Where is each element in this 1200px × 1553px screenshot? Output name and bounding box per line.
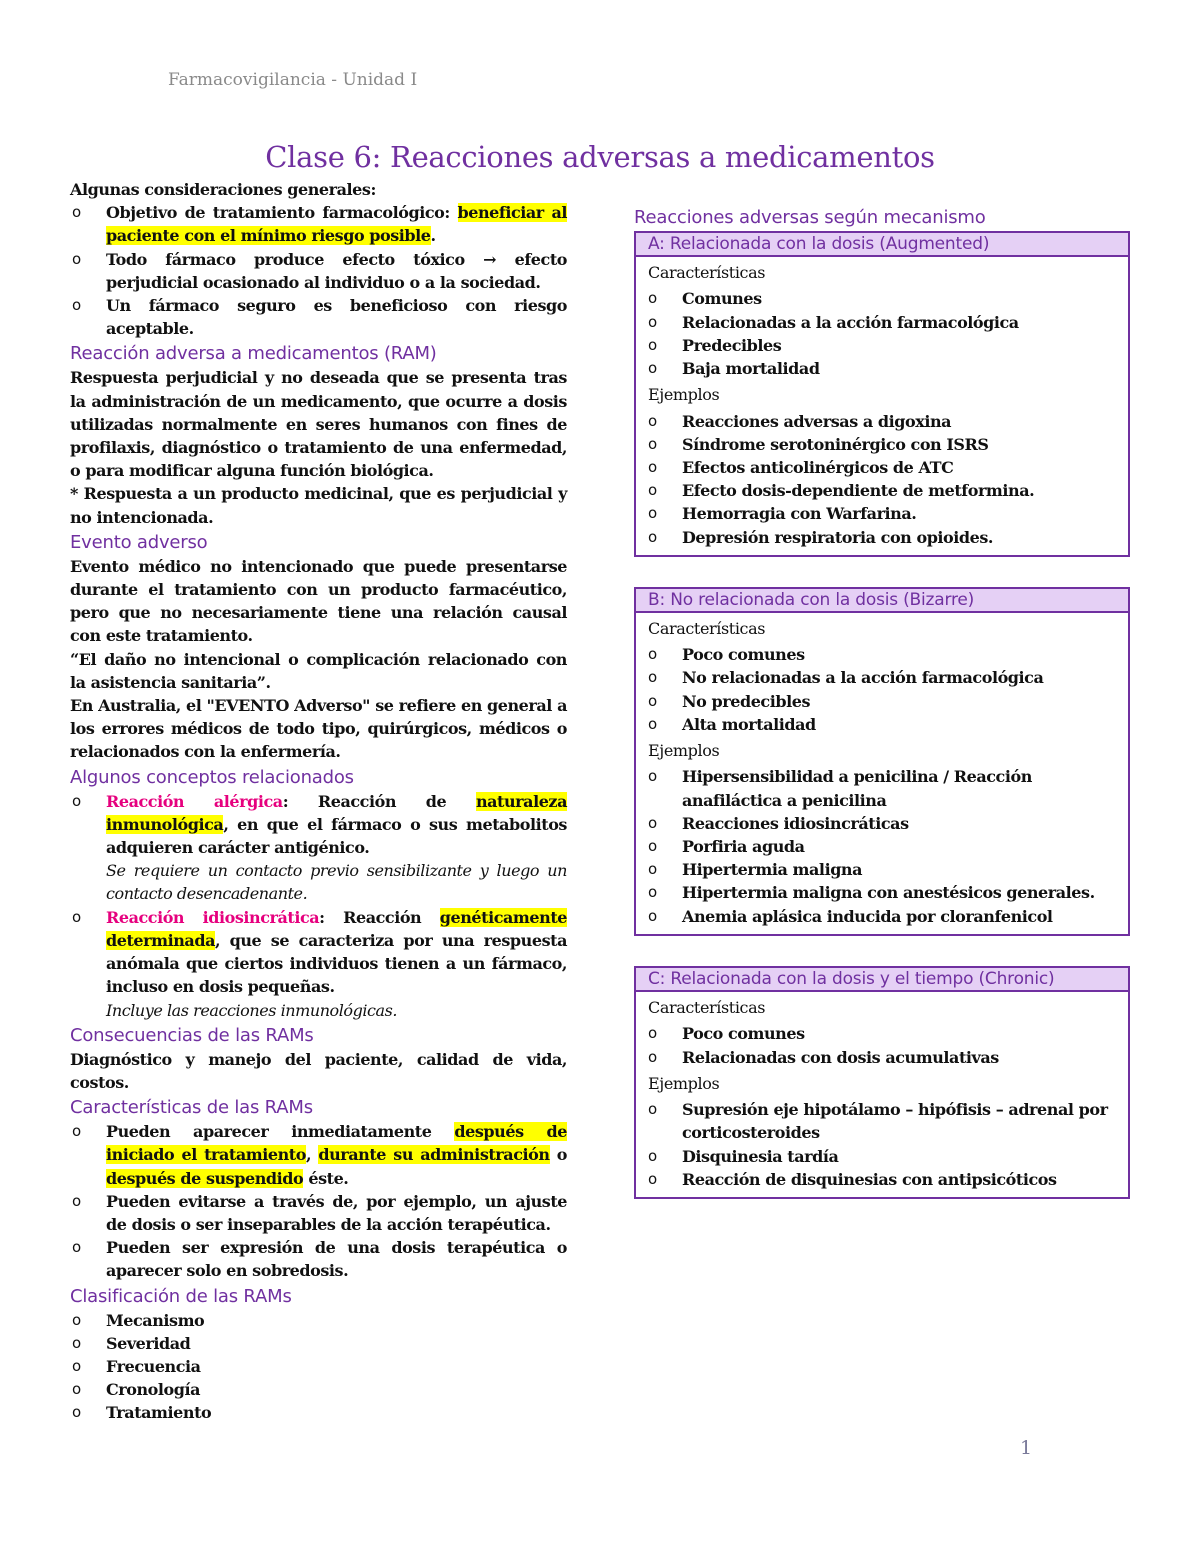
- box-title: C: Relacionada con la dosis y el tiempo (Chronic): [636, 968, 1128, 992]
- bullet-icon: o: [648, 906, 657, 925]
- bullet-icon: o: [648, 691, 657, 710]
- list-item: o Tratamiento: [70, 1401, 567, 1424]
- bullet-icon: o: [72, 1238, 81, 1257]
- alergica-note: Se requiere un contacto previo sensibilizante y luego un contacto desencadenante.: [106, 861, 567, 904]
- bullet-icon: o: [648, 312, 657, 331]
- list-item: o Anemia aplásica inducida por cloranfenicol: [648, 905, 1118, 928]
- list-item: o Cronología: [70, 1378, 567, 1401]
- list-item: o Supresión eje hipotálamo – hipófisis – adrenal por corticosteroides: [648, 1100, 1108, 1143]
- bullet-icon: o: [648, 813, 657, 832]
- bullet-icon: o: [648, 481, 657, 500]
- bullet-icon: o: [648, 411, 657, 430]
- box-list: [648, 287, 1118, 380]
- list-item: o Poco comunes: [648, 643, 1118, 666]
- idiosincratica-note: Incluye las reacciones inmunológicas.: [106, 1000, 398, 1020]
- caracteristicas-heading: Características de las RAMs: [70, 1097, 313, 1119]
- evento-definition: Evento médico no intencionado que puede presentarse durante el tratamiento con un producto farmacéutico, pero que no necesariamente tiene una relación causal con este tratamiento.: [70, 556, 567, 646]
- bullet-icon: o: [72, 1380, 81, 1399]
- bullet-icon: o: [648, 1146, 657, 1165]
- box-subheading: Ejemplos: [648, 385, 720, 405]
- bullet-icon: o: [648, 837, 657, 856]
- consecuencias-heading: Consecuencias de las RAMs: [70, 1024, 314, 1046]
- box-title: B: No relacionada con la dosis (Bizarre): [636, 589, 1128, 613]
- box-subheading: Características: [648, 997, 766, 1017]
- term-idiosincratica: Reacción idiosincrática: [106, 907, 320, 927]
- bullet-icon: o: [72, 249, 81, 268]
- list-item: o No predecibles: [648, 690, 1118, 713]
- bullet-icon: o: [72, 791, 81, 810]
- evento-australia: En Australia, el "EVENTO Adverso" se refiere en general a los errores médicos de todo tipo, quirúrgicos, médicos o relacionados con la enfermería.: [70, 696, 567, 762]
- box-subheading: Características: [648, 263, 766, 282]
- mechanism-box-c: [634, 966, 1130, 1199]
- box-list: [648, 410, 1118, 549]
- list-item: o Hipersensibilidad a penicilina / Reacción anafiláctica a penicilina: [648, 767, 1032, 810]
- list-item: o Reacciones adversas a digoxina: [648, 410, 1118, 433]
- ram-note: * Respuesta a un producto medicinal, que es perjudicial y no intencionada.: [70, 484, 567, 527]
- list-item: o Hipertermia maligna con anestésicos generales.: [648, 881, 1118, 904]
- box-list: [648, 1022, 1118, 1068]
- list-item: o Objetivo de tratamiento farmacológico: beneficiar al paciente con el mínimo riesgo posible.: [72, 203, 567, 246]
- list-item: o Efecto dosis-dependiente de metformina.: [648, 479, 1118, 502]
- general-list: [70, 201, 567, 340]
- bullet-icon: o: [648, 434, 657, 453]
- list-item: o Reacción de disquinesias con antipsicóticos: [648, 1168, 1118, 1191]
- page-title: Clase 6: Reacciones adversas a medicamentos: [265, 140, 935, 174]
- term-alergica: Reacción alérgica: [106, 791, 283, 811]
- bullet-icon: o: [72, 907, 81, 926]
- bullet-icon: o: [648, 1024, 657, 1043]
- bullet-icon: o: [72, 203, 81, 222]
- bullet-icon: o: [648, 883, 657, 902]
- bullet-icon: o: [648, 504, 657, 523]
- bullet-icon: o: [72, 1310, 81, 1329]
- conceptos-list: [70, 790, 567, 1022]
- bullet-icon: o: [648, 527, 657, 546]
- bullet-icon: o: [648, 714, 657, 733]
- list-item: o Predecibles: [648, 334, 1118, 357]
- list-item: o Frecuencia: [70, 1355, 567, 1378]
- bullet-icon: o: [72, 1122, 81, 1141]
- list-item: o Un fármaco seguro es beneficioso con riesgo aceptable.: [72, 296, 567, 339]
- bullet-icon: o: [648, 1047, 657, 1066]
- list-item: o Poco comunes: [648, 1022, 1118, 1045]
- running-header: Farmacovigilancia - Unidad I: [168, 70, 418, 90]
- list-item: o Reacciones idiosincráticas: [648, 812, 1118, 835]
- bullet-icon: o: [648, 1169, 657, 1188]
- bullet-icon: o: [72, 1403, 81, 1422]
- list-item: o Alta mortalidad: [648, 713, 1118, 736]
- box-list: [648, 765, 1118, 927]
- evento-quote: “El daño no intencional o complicación relacionado con la asistencia sanitaria”.: [70, 649, 567, 692]
- clasificacion-list: [70, 1309, 567, 1425]
- list-item: o Porfiria aguda: [648, 835, 1118, 858]
- list-item: o Severidad: [70, 1332, 567, 1355]
- list-item: o Pueden aparecer inmediatamente después de iniciado el tratamiento, durante su administración o después de suspendido éste.: [72, 1122, 568, 1188]
- box-list: [648, 643, 1118, 736]
- list-item: o Depresión respiratoria con opioides.: [648, 526, 1118, 549]
- box-list: [648, 1098, 1118, 1191]
- list-item: o Síndrome serotoninérgico con ISRS: [648, 433, 1118, 456]
- bullet-icon: o: [72, 1191, 81, 1210]
- page-number: 1: [1020, 1437, 1033, 1459]
- clasificacion-heading: Clasificación de las RAMs: [70, 1285, 292, 1307]
- list-item: o Baja mortalidad: [648, 357, 1118, 380]
- mecanismo-heading: Reacciones adversas según mecanismo: [634, 207, 986, 228]
- list-item: o Mecanismo: [70, 1309, 567, 1332]
- bullet-icon: o: [72, 296, 81, 315]
- box-title: A: Relacionada con la dosis (Augmented): [636, 233, 1128, 257]
- box-subheading: Características: [648, 618, 766, 638]
- bullet-icon: o: [648, 289, 657, 308]
- bullet-icon: o: [648, 645, 657, 664]
- list-item: o Disquinesia tardía: [648, 1145, 1118, 1168]
- box-subheading: Ejemplos: [648, 1073, 720, 1093]
- box-subheading: Ejemplos: [648, 741, 720, 761]
- bullet-icon: o: [648, 359, 657, 378]
- bullet-icon: o: [72, 1356, 81, 1375]
- caracteristicas-list: [70, 1120, 567, 1282]
- list-item: o Comunes: [648, 287, 1118, 310]
- consecuencias-text: Diagnóstico y manejo del paciente, calidad de vida, costos.: [70, 1049, 567, 1092]
- list-item: o Relacionadas con dosis acumulativas: [648, 1046, 1118, 1069]
- right-column: [634, 204, 1130, 1229]
- evento-heading: Evento adverso: [70, 531, 208, 553]
- bullet-icon: o: [72, 1333, 81, 1352]
- list-item: o Efectos anticolinérgicos de ATC: [648, 456, 1118, 479]
- list-item: o No relacionadas a la acción farmacológica: [648, 666, 1118, 689]
- bullet-icon: o: [648, 668, 657, 687]
- ram-definition: Respuesta perjudicial y no deseada que se presenta tras la administración de un medicamento, que ocurre a dosis utilizadas normalmente en seres humanos con fines de profilaxis, diagnóstico o tratamiento de una enfermedad, o para modificar alguna función biológica.: [70, 368, 567, 481]
- list-item: o Pueden ser expresión de una dosis terapéutica o aparecer solo en sobredosis.: [72, 1238, 567, 1281]
- bullet-icon: o: [648, 860, 657, 879]
- bullet-icon: o: [648, 335, 657, 354]
- ram-heading: Reacción adversa a medicamentos (RAM): [70, 343, 437, 365]
- intro-text: Algunas consideraciones generales:: [70, 180, 376, 199]
- list-item: o Todo fármaco produce efecto tóxico → efecto perjudicial ocasionado al individuo o a la sociedad.: [72, 249, 567, 292]
- left-column: [70, 178, 567, 1425]
- list-item: o Reacción idiosincrática: Reacción genéticamente determinada, que se caracteriza por una respuesta anómala que ciertos individuos tienen a un fármaco, incluso en dosis pequeñas. Incluye las reacciones inmunológicas.: [72, 907, 567, 1020]
- conceptos-heading: Algunos conceptos relacionados: [70, 766, 354, 788]
- mechanism-box-b: [634, 587, 1130, 936]
- mechanism-box-a: [634, 231, 1130, 557]
- list-item: o Reacción alérgica: Reacción de naturaleza inmunológica, en que el fármaco o sus metabolitos adquieren carácter antigénico. Se requiere un contacto previo sensibilizante y luego un contacto desencadenante.: [72, 791, 567, 904]
- list-item: o Hemorragia con Warfarina.: [648, 502, 1118, 525]
- list-item: o Relacionadas a la acción farmacológica: [648, 311, 1118, 334]
- list-item: o Hipertermia maligna: [648, 858, 1118, 881]
- bullet-icon: o: [648, 1100, 657, 1119]
- bullet-icon: o: [648, 767, 657, 786]
- bullet-icon: o: [648, 458, 657, 477]
- list-item: o Pueden evitarse a través de, por ejemplo, un ajuste de dosis o ser inseparables de la acción terapéutica.: [72, 1191, 567, 1234]
